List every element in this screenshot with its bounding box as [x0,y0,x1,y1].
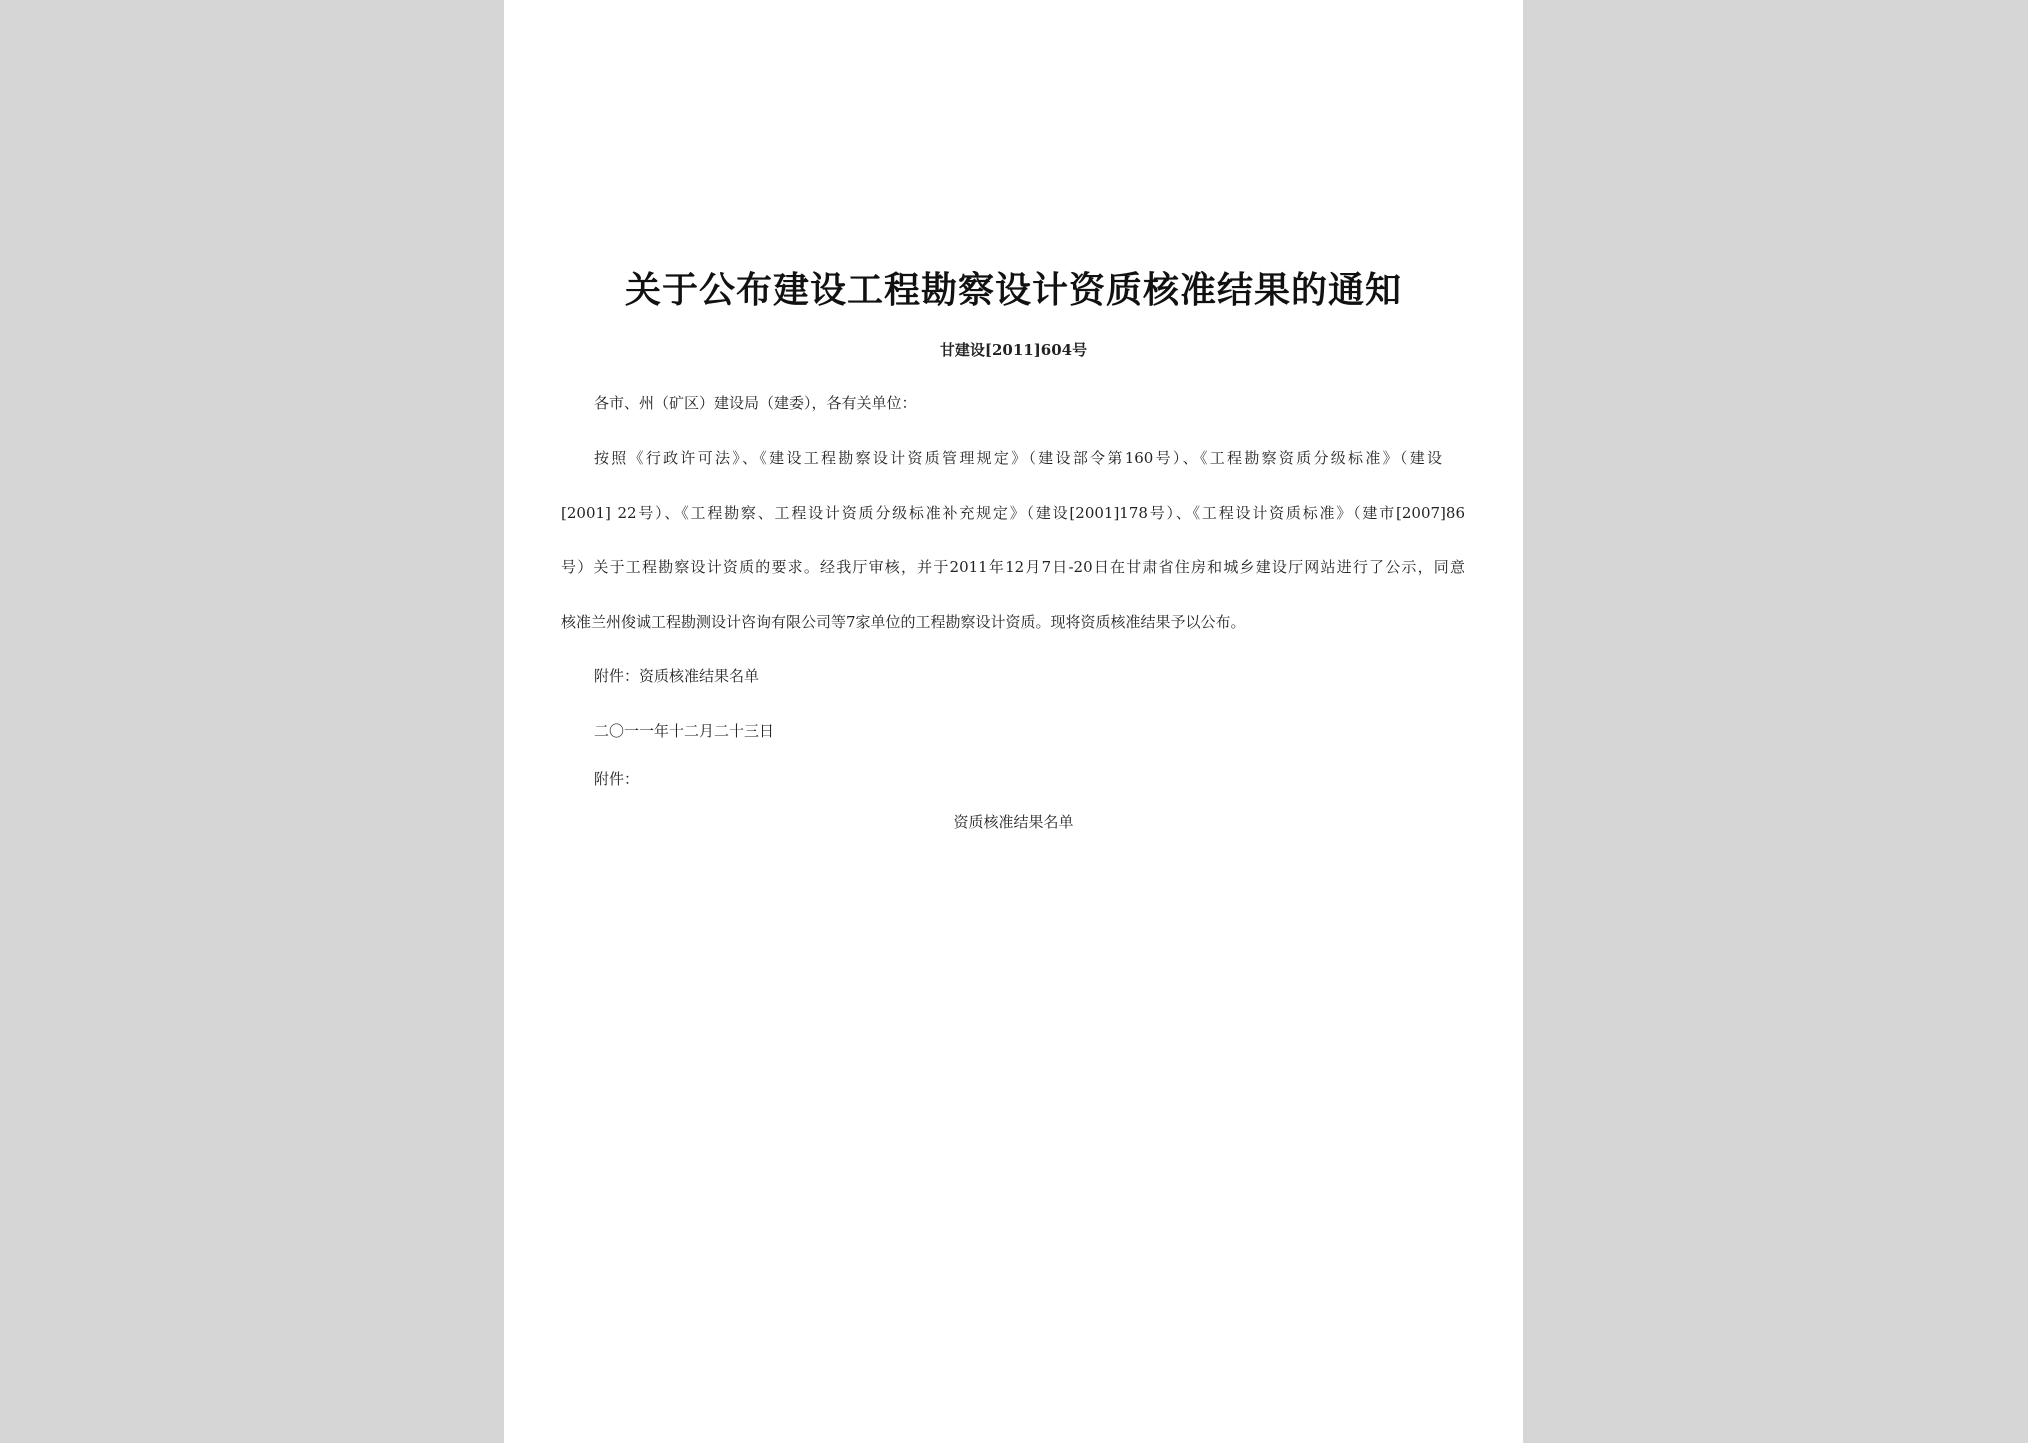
body-line-3: 号）关于工程勘察设计资质的要求。经我厅审核，并于2011年12月7日-20日在甘肃省住房和城乡建设厅网站进行了公示，同意 [561,558,1465,576]
body-line-4: 核准兰州俊诚工程勘测设计咨询有限公司等7家单位的工程勘察设计资质。现将资质核准结果予以公布。 [561,613,1246,631]
body-line-2: [2001] 22号）、《工程勘察、工程设计资质分级标准补充规定》（建设[2001]178号）、《工程设计资质标准》（建市[2007]86 [561,504,1465,522]
body-line-1: 按照《行政许可法》、《建设工程勘察设计资质管理规定》（建设部令第160号）、《工程勘察资质分级标准》（建设 [594,449,1442,467]
attachment-title: 资质核准结果名单 [953,813,1074,831]
document-title: 关于公布建设工程勘察设计资质核准结果的通知 [624,269,1402,311]
document-date: 二〇一一年十二月二十三日 [594,722,775,740]
attachment-header: 附件： [594,770,640,788]
attachment-line: 附件：资质核准结果名单 [594,667,760,685]
salutation: 各市、州（矿区）建设局（建委），各有关单位： [594,394,917,412]
document-number: 甘建设[2011]604号 [939,341,1088,359]
document-page [504,0,1523,1443]
